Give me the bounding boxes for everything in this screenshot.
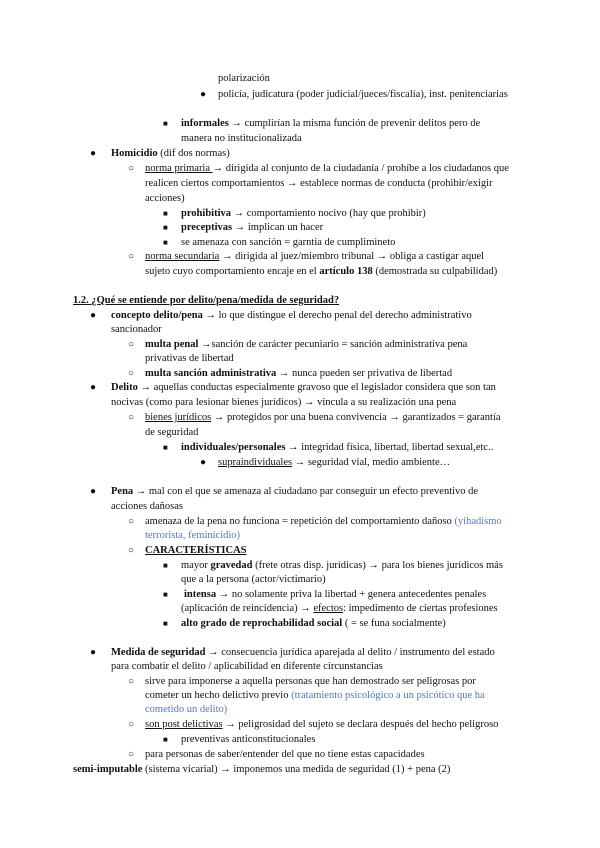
bullet-square: ■ [163,119,168,128]
term: norma primaria [145,163,213,174]
bullet-circle: ○ [128,676,135,687]
text-line [181,617,446,630]
term: Delito [111,382,138,393]
text: cometer un hecho delictivo previo [145,690,292,701]
example-note: (tratamiento psicológico a un psicótico que ha [291,690,485,701]
text-line [181,602,498,615]
text: → cumplirían la misma función de prevenir delitos pero de [228,118,481,129]
bullet-dot: ● [200,89,207,100]
text-line [181,559,503,572]
text: (dif dos normas) [157,148,230,159]
text: sirve para imponerse a aquella personas que han demostrado ser peligrosas por [145,676,476,687]
text-line [145,411,501,424]
text-line [145,748,425,761]
text: de seguridad [145,427,199,438]
text: → dirigida al juez/miembro tribunal → obliga a castigar aquel [219,251,485,262]
text-line [184,588,486,601]
text-line [145,177,493,190]
text: ( = se funa socialmente) [342,618,446,629]
bullet-circle: ○ [128,719,135,730]
text: (frete otras disp. jurídicas) → para los bienes jurídicos más [252,560,503,571]
term: Pena [111,486,134,497]
term: prohibitiva [181,208,231,219]
bullet-dot: ● [200,457,207,468]
bullet-circle: ○ [128,516,135,527]
bullet-circle: ○ [128,163,135,174]
text: privativas de libertad [145,353,234,364]
text: (sistema vicarial) → imponemos una medida de seguridad (1) + pena (2) [142,764,451,775]
text-line [145,675,476,688]
text: acciones dañosas [111,501,184,512]
text-line [111,396,456,409]
bullet-dot: ● [90,382,97,393]
text-line [145,515,502,528]
text-line [73,763,450,776]
text-line [181,236,395,249]
term: multa sanción administrativa [145,368,277,379]
term: son post delictivas [145,719,223,730]
term: gravedad [210,560,253,571]
term: artículo 138 [319,266,373,277]
text-line [145,338,467,351]
bullet-dot: ● [90,310,97,321]
text-line [181,132,302,145]
text: (aplicación de reincidencia) → [181,603,314,614]
text: → seguridad vial, medio ambiente… [292,457,451,468]
text-line [111,646,495,659]
text-line [218,456,450,469]
text-line [218,88,508,101]
text: para personas de saber/entender del que no tiene estas capacidades [145,749,425,760]
bullet-square: ■ [163,590,168,599]
bullet-square: ■ [163,561,168,570]
text-line [181,117,480,130]
bullet-square: ■ [163,619,168,628]
text-line [145,265,497,278]
subheading: CARACTERÍSTICAS [145,545,247,556]
text: se amenaza con sanción = garntia de cumplimineto [181,237,396,248]
text: → mal con el que se amenaza al ciudadano par conseguir un efecto preventivo de [133,486,479,497]
text: (demostrada su culpabilidad) [372,266,498,277]
text: acciones) [145,193,185,204]
text-line [111,381,496,394]
text: manera no institucionalizada [181,133,302,144]
text: para combatir el delito / aplicabilidad en diferente circunstancias [111,661,383,672]
text-line [145,718,498,731]
text: → integridad física, libertad, libertad sexual,etc.. [285,442,494,453]
text-line [181,207,426,220]
text: policía, judicatura (poder judicial/jueces/fiscalía), inst. penitenciarias [218,89,508,100]
term: individuales/personales [181,442,286,453]
text: sujeto cuyo comportamiento encaje en el [145,266,320,277]
text: que a la persona (actor/victimario) [181,574,326,585]
term: concepto delito/pena [111,310,203,321]
example-note: terrorista, feminicidio) [145,530,241,541]
term: supraindividuales [218,457,293,468]
text: amenaza de la pena no funciona = repetición del comportamiento dañoso [145,516,455,527]
text: mayor [181,560,211,571]
term: Medida de seguridad [111,647,206,658]
text-line [145,162,509,175]
text-line [111,485,478,498]
text-line [145,250,484,263]
text-line [181,221,323,234]
text-line [218,72,270,85]
text: → implican un hacer [232,222,324,233]
text: polarización [218,73,270,84]
section-heading: 1.2. ¿Qué se entiende por delito/pena/medida de seguridad? [73,295,340,306]
text-line [145,689,485,702]
text: sancionador [111,324,162,335]
term: alto grado de reprochabilidad social [181,618,343,629]
text: nocivas (como para lesionar bienes jurídicos) → vincula a su realización una pena [111,397,457,408]
bullet-square: ■ [163,209,168,218]
term: norma secundaria [145,251,220,262]
text: → lo que distingue el derecho penal del derecho administrativo [202,310,472,321]
text: → protegidos por una buena convivencia → garantizados = garantía [211,412,501,423]
term: Homicidio [111,148,158,159]
text: → peligrosidad del sujeto se declara después del hecho peligroso [222,719,499,730]
bullet-circle: ○ [128,412,135,423]
text: preventivas anticonstitucionales [181,734,316,745]
bullet-dot: ● [90,647,97,658]
bullet-circle: ○ [128,339,135,350]
bullet-circle: ○ [128,749,135,760]
term: semi-imputable [73,764,143,775]
term: multa penal [145,339,199,350]
bullet-circle: ○ [128,545,135,556]
bullet-circle: ○ [128,251,135,262]
bullet-square: ■ [163,443,168,452]
term: intensa [184,589,217,600]
text: → consecuencia jurídica aparejada al delito / instrumento del estado [205,647,495,658]
bullet-square: ■ [163,735,168,744]
example-note: (yihadismo [454,516,502,527]
term: preceptivas [181,222,233,233]
bullet-dot: ● [90,486,97,497]
text-line [181,441,493,454]
text-line [111,147,230,160]
text-line [111,309,472,322]
term: bienes jurídicos [145,412,212,423]
text-line [111,500,183,513]
example-note: cometido un delito) [145,704,228,715]
text: → nunca pueden ser privativa de libertad [276,368,453,379]
text: →sanción de carácter pecuniario = sanción administrativa pena [198,339,468,350]
term: informales [181,118,229,129]
text: → comportamiento nocivo (hay que prohibir) [231,208,426,219]
bullet-square: ■ [163,238,168,247]
text: → dirigida al conjunto de la ciudadanía / prohíbe a los ciudadanos que [212,163,509,174]
text-line [145,367,452,380]
text: → no solamente priva la libertad + genera antecedentes penales [216,589,487,600]
text-line [111,660,383,673]
text-line [145,352,234,365]
term: efectos [313,603,344,614]
text: → aquellas conductas especialmente gravoso que el legislador considera que son tan [137,382,496,393]
text-line [181,573,326,586]
bullet-circle: ○ [128,368,135,379]
text-line [181,733,315,746]
text: : impedimento de ciertas profesiones [343,603,498,614]
text-line [145,426,198,439]
text: realicen ciertos comportamientos → establece normas de conducta (prohibir/exigir [145,178,493,189]
bullet-dot: ● [90,148,97,159]
text-line [145,192,185,205]
text-line [111,323,162,336]
bullet-square: ■ [163,223,168,232]
